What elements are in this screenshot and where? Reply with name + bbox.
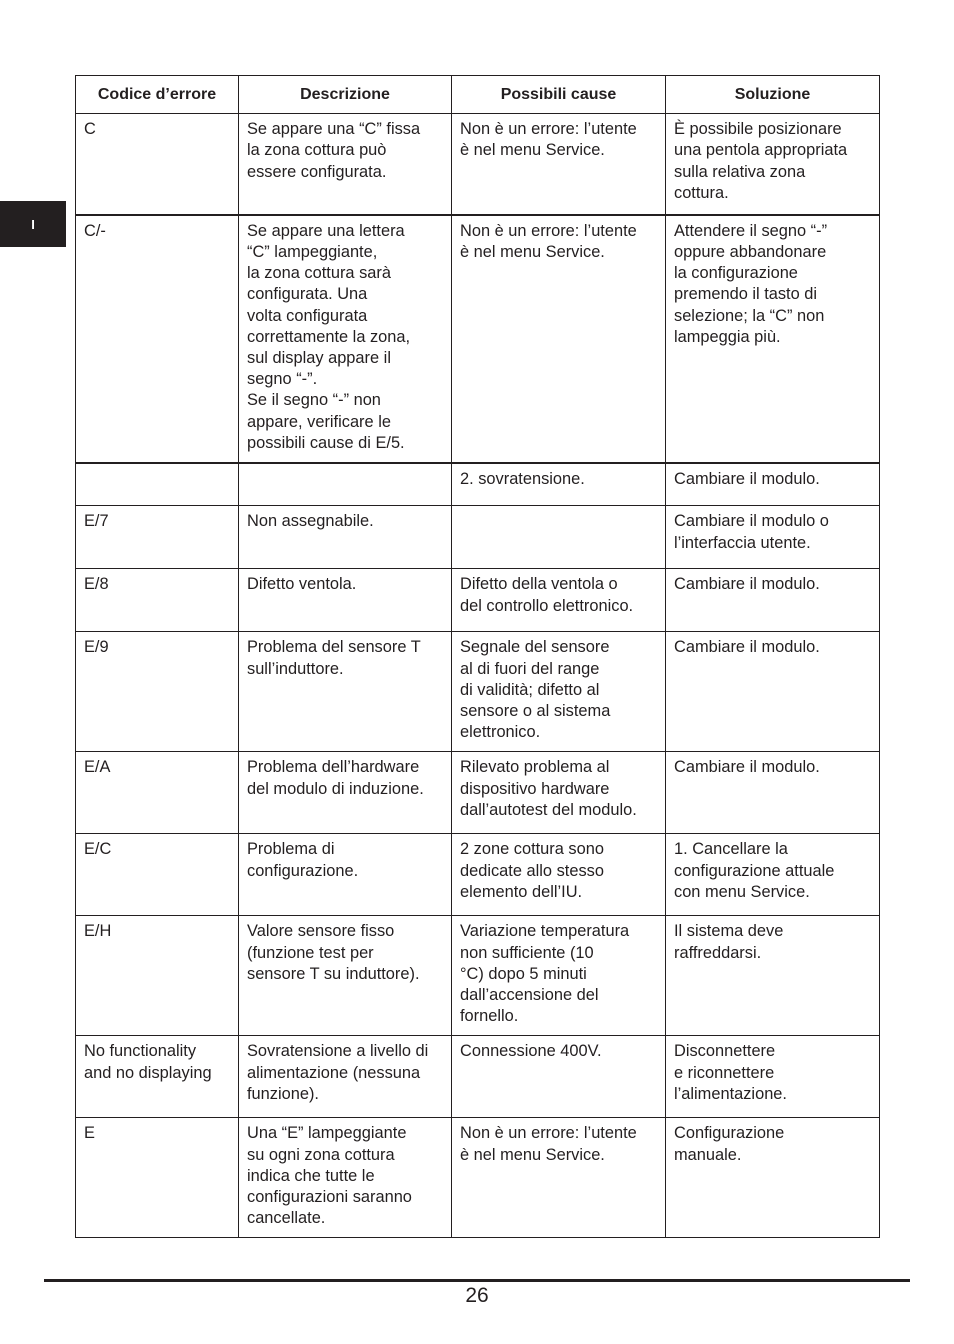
cell-code: C/- [76, 215, 239, 463]
cell-description: Se appare una lettera “C” lampeggiante, la zona cottura sarà configurata. Una volta configurata correttamente la zona, sul display appare il segno “-”. Se il segno “-” non appare, verificare le possibili cause di E/5. [239, 215, 452, 463]
cell-description: Problema dell’hardware del modulo di induzione. [239, 752, 452, 834]
language-tab [0, 201, 66, 247]
cell-cause: Variazione temperatura non sufficiente (10 °C) dopo 5 minuti dall’accensione del fornello. [452, 916, 666, 1036]
cell-description [239, 463, 452, 506]
cell-solution: Disconnettere e riconnettere l’alimentazione. [666, 1036, 880, 1118]
table-row [76, 916, 880, 1036]
cell-code: No functionality and no displaying [76, 1036, 239, 1118]
cell-code: E/A [76, 752, 239, 834]
table-row [76, 632, 880, 752]
table-header-row [76, 76, 880, 114]
cell-solution: Cambiare il modulo o l’interfaccia utente. [666, 506, 880, 569]
table-row [76, 215, 880, 463]
cell-cause: Connessione 400V. [452, 1036, 666, 1118]
table-row [76, 506, 880, 569]
page-number: 26 [465, 1284, 489, 1307]
cell-code: E [76, 1118, 239, 1238]
cell-cause: 2 zone cottura sono dedicate allo stesso elemento dell’IU. [452, 834, 666, 916]
header-possible-causes: Possibili cause [452, 76, 666, 114]
table-row [76, 1036, 880, 1118]
cell-cause: Non è un errore: l’utente è nel menu Service. [452, 114, 666, 215]
footer-divider [44, 1279, 910, 1282]
cell-cause: Rilevato problema al dispositivo hardware dall’autotest del modulo. [452, 752, 666, 834]
cell-description: Non assegnabile. [239, 506, 452, 569]
cell-solution: Attendere il segno “-” oppure abbandonare la configurazione premendo il tasto di selezione; la “C” non lampeggia più. [666, 215, 880, 463]
cell-cause: Segnale del sensore al di fuori del range di validità; difetto al sensore o al sistema elettronico. [452, 632, 666, 752]
cell-solution: 1. Cancellare la configurazione attuale con menu Service. [666, 834, 880, 916]
cell-cause: Non è un errore: l’utente è nel menu Service. [452, 1118, 666, 1238]
cell-solution: Configurazione manuale. [666, 1118, 880, 1238]
cell-code: C [76, 114, 239, 215]
cell-code [76, 463, 239, 506]
cell-solution: È possibile posizionare una pentola appropriata sulla relativa zona cottura. [666, 114, 880, 215]
cell-cause: 2. sovratensione. [452, 463, 666, 506]
cell-description: Problema del sensore T sull’induttore. [239, 632, 452, 752]
cell-code: E/9 [76, 632, 239, 752]
cell-description: Difetto ventola. [239, 569, 452, 632]
table-row [76, 114, 880, 215]
header-solution: Soluzione [666, 76, 880, 114]
table-row [76, 569, 880, 632]
cell-solution: Cambiare il modulo. [666, 752, 880, 834]
cell-cause: Non è un errore: l’utente è nel menu Service. [452, 215, 666, 463]
cell-code: E/H [76, 916, 239, 1036]
language-tab-label: I [31, 216, 35, 232]
cell-solution: Cambiare il modulo. [666, 632, 880, 752]
table-row [76, 834, 880, 916]
cell-cause [452, 506, 666, 569]
cell-description: Valore sensore fisso (funzione test per sensore T su induttore). [239, 916, 452, 1036]
header-description: Descrizione [239, 76, 452, 114]
table-row [76, 752, 880, 834]
table-row [76, 463, 880, 506]
cell-code: E/8 [76, 569, 239, 632]
cell-solution: Cambiare il modulo. [666, 463, 880, 506]
header-error-code: Codice d’errore [76, 76, 239, 114]
cell-code: E/C [76, 834, 239, 916]
cell-solution: Cambiare il modulo. [666, 569, 880, 632]
error-code-table [75, 75, 880, 1238]
cell-description: Una “E” lampeggiante su ogni zona cottura indica che tutte le configurazioni saranno cancellate. [239, 1118, 452, 1238]
table-row [76, 1118, 880, 1238]
cell-description: Problema di configurazione. [239, 834, 452, 916]
cell-description: Se appare una “C” fissa la zona cottura può essere configurata. [239, 114, 452, 215]
cell-cause: Difetto della ventola o del controllo elettronico. [452, 569, 666, 632]
cell-code: E/7 [76, 506, 239, 569]
cell-solution: Il sistema deve raffreddarsi. [666, 916, 880, 1036]
cell-description: Sovratensione a livello di alimentazione (nessuna funzione). [239, 1036, 452, 1118]
